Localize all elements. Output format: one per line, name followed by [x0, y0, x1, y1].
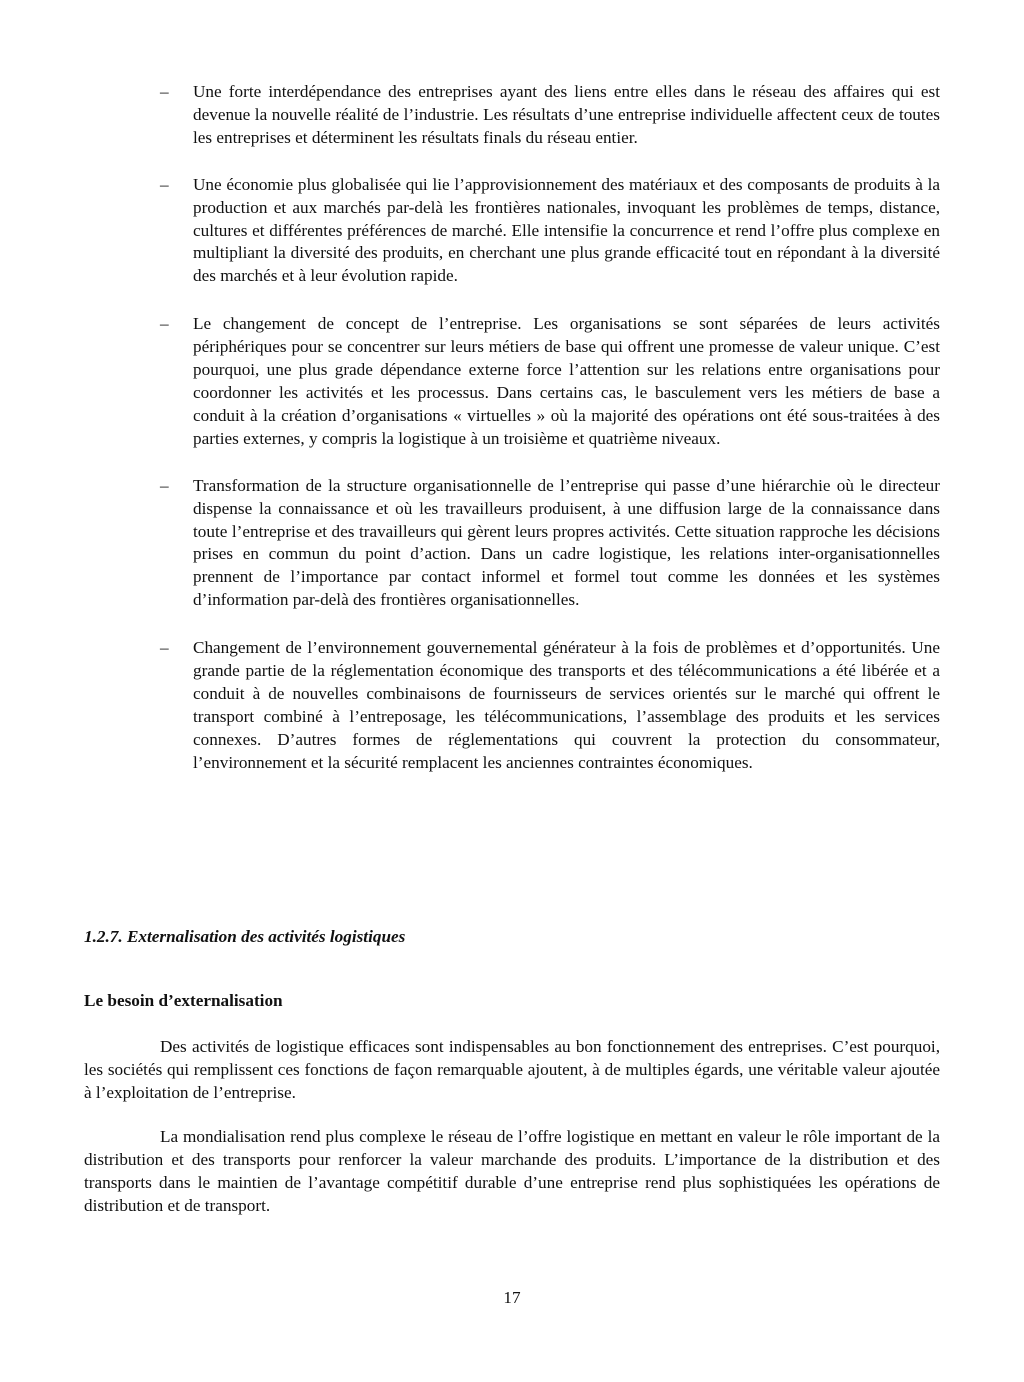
- dash-bullet-marker: –: [160, 475, 169, 495]
- dash-bullet-marker: –: [160, 82, 169, 101]
- bullet-list: [157, 81, 940, 799]
- list-item-text: Une économie plus globalisée qui lie l’approvisionnement des matériaux et des composants de produits à la production et aux marchés par-delà les frontières nationales, invoquant les problèmes de temps, distance, cultures et différentes préférences de marché. Elle intensifie la concurrence et rend l’offre plus complexe en multipliant la diversité des produits, en cherchant une plus grande efficacité tout en répondant à la diversité des marchés et à leur évolution rapide.: [193, 174, 940, 286]
- list-item: [157, 313, 940, 450]
- section-heading: 1.2.7. Externalisation des activités logistiques: [84, 927, 406, 946]
- list-item: [157, 637, 940, 774]
- list-item-text: Une forte interdépendance des entreprises ayant des liens entre elles dans le réseau des affaires qui est devenue la nouvelle réalité de l’industrie. Les résultats d’une entreprise individuelle affectent ceux de toutes les entreprises et déterminent les résultats finals du réseau entier.: [193, 82, 940, 147]
- list-item-text: Transformation de la structure organisationnelle de l’entreprise qui passe d’une hiérarchie où le directeur dispense la connaissance et où les travailleurs produisent, à une diffusion large de la connaissance dans toute l’entreprise et des travailleurs qui gèrent leurs propres activités. Cette situation rapproche les décisions prises en commun du point d’action. Dans un cadre logistique, les relations inter-organisationnelles prennent de l’importance par contact informel et formel tout comme les données et les systèmes d’information par-delà des frontières organisationnelles.: [193, 475, 940, 610]
- list-item: [157, 475, 940, 612]
- list-item-text: Le changement de concept de l’entreprise. Les organisations se sont séparées de leurs activités périphériques pour se concentrer sur leurs métiers de base qui offrent une promesse de valeur unique. C’est pourquoi, une plus grade dépendance externe force l’attention sur les relations entre organisations pour coordonner les activités et les processus. Dans certains cas, le basculement vers les métiers de base a conduit à la création d’organisations « virtuelles » où la majorité des opérations ont été sous-traitées à des parties externes, y compris la logistique à un troisième et quatrième niveaux.: [193, 314, 940, 448]
- body-paragraph: Des activités de logistique efficaces sont indispensables au bon fonctionnement des entreprises. C’est pourquoi, les sociétés qui remplissent ces fonctions de façon remarquable ajoutent, à de multiples égards, une véritable valeur ajoutée à l’exploitation de l’entreprise.: [84, 1037, 940, 1102]
- page-number: 17: [503, 1288, 521, 1307]
- list-item: [157, 174, 940, 289]
- dash-bullet-marker: –: [160, 638, 169, 658]
- body-paragraph: La mondialisation rend plus complexe le réseau de l’offre logistique en mettant en valeur le rôle important de la distribution et des transports pour renforcer la valeur marchande des produits. L’importance de la distribution et des transports dans le maintien de l’avantage compétitif durable d’une entreprise rend plus sophistiquées les opérations de distribution et de transport.: [84, 1127, 940, 1215]
- dash-bullet-marker: –: [160, 314, 169, 334]
- list-item-text: Changement de l’environnement gouvernemental générateur à la fois de problèmes et d’opportunités. Une grande partie de la réglementation économique des transports et des télécommunications a été libérée et a conduit à de nouvelles combinaisons de fournisseurs de services orientés sur le marché qui offrent le transport combiné à l’entreposage, les télécommunications, l’assemblage des produits et les services connexes. D’autres formes de réglementations qui couvrent la protection du consommateur, l’environnement et la sécurité remplacent les anciennes contraintes économiques.: [193, 638, 940, 772]
- sub-heading: Le besoin d’externalisation: [84, 991, 283, 1010]
- list-item: [157, 81, 940, 150]
- dash-bullet-marker: –: [160, 174, 169, 194]
